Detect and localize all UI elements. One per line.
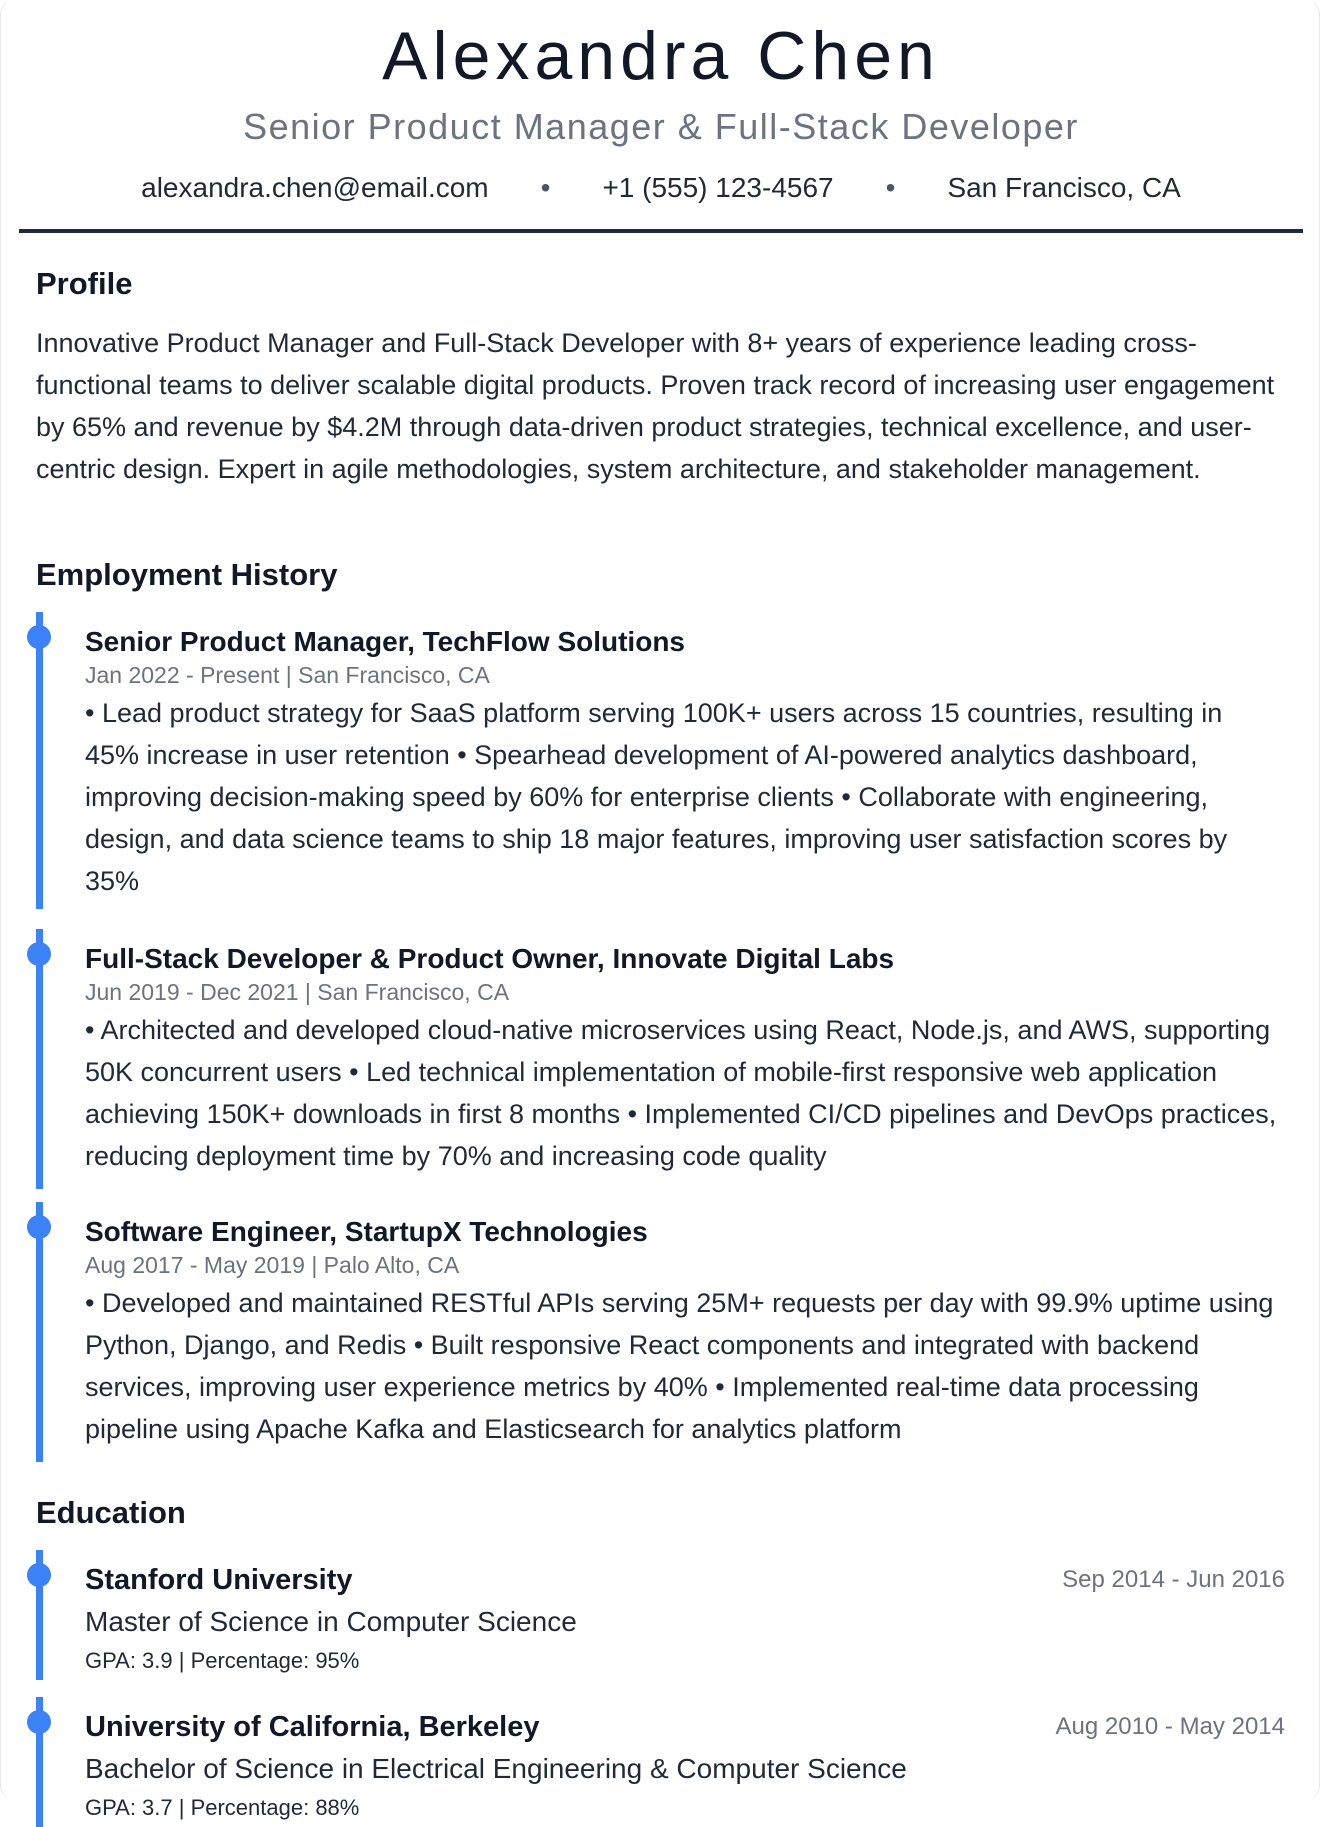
contact-location: San Francisco, CA (947, 172, 1181, 203)
job-entry (1, 1202, 1320, 1462)
job-meta: Aug 2017 - May 2019 | Palo Alto, CA (85, 1252, 460, 1278)
timeline-bar (36, 612, 43, 909)
school-dates: Aug 2010 - May 2014 (1055, 1713, 1285, 1740)
header-divider (19, 229, 1303, 233)
job-meta: Jun 2019 - Dec 2021 | San Francisco, CA (85, 979, 510, 1005)
candidate-name: Alexandra Chen (382, 18, 940, 94)
job-description: • Lead product strategy for SaaS platform serving 100K+ users across 15 countries, resulting in 45% increase in user retention • Spearhead development of AI-powered analytics dashboard, improving decision-making speed by 60% for enterprise clients • Collaborate with engineering, design, and data science teams to ship 18 major features, improving user satisfaction scores by 35% (85, 698, 1228, 896)
school-name: University of California, Berkeley (85, 1711, 540, 1743)
contact-email[interactable]: alexandra.chen@email.com (141, 172, 489, 203)
school-gpa: GPA: 3.9 | Percentage: 95% (85, 1648, 360, 1673)
job-entry (1, 612, 1320, 909)
job-role: Senior Product Manager, TechFlow Solutions (85, 626, 685, 657)
timeline-dot (27, 1710, 51, 1734)
school-gpa: GPA: 3.7 | Percentage: 88% (85, 1795, 360, 1820)
contact-line (1, 172, 1320, 204)
job-meta: Jan 2022 - Present | San Francisco, CA (85, 662, 490, 688)
school-degree: Master of Science in Computer Science (85, 1606, 577, 1637)
timeline-dot (27, 625, 51, 649)
timeline-dot (27, 1563, 51, 1587)
job-role: Full-Stack Developer & Product Owner, Innovate Digital Labs (85, 943, 895, 974)
candidate-title: Senior Product Manager & Full-Stack Developer (243, 106, 1079, 147)
timeline-bar (36, 929, 43, 1189)
employment-heading: Employment History (36, 557, 338, 592)
education-entry (1, 1550, 1320, 1680)
timeline-dot (27, 1215, 51, 1239)
job-entry (1, 929, 1320, 1189)
school-degree: Bachelor of Science in Electrical Engineering & Computer Science (85, 1753, 907, 1784)
contact-separator: • (540, 172, 551, 203)
job-role: Software Engineer, StartupX Technologies (85, 1216, 648, 1247)
profile-heading: Profile (36, 266, 133, 301)
timeline-bar (36, 1202, 43, 1462)
school-name: Stanford University (85, 1564, 353, 1596)
education-entry (1, 1697, 1320, 1827)
contact-separator: • (885, 172, 896, 203)
profile-summary: Innovative Product Manager and Full-Stack Developer with 8+ years of experience leading cross-functional teams to deliver scalable digital products. Proven track record of increasing user engagement by 65% and revenue by $4.2M through data-driven product strategies, technical excellence, and user-centric design. Expert in agile methodologies, system architecture, and stakeholder management. (36, 328, 1275, 484)
contact-phone[interactable]: +1 (555) 123-4567 (602, 172, 834, 203)
job-description: • Architected and developed cloud-native microservices using React, Node.js, and AWS, supporting 50K concurrent users • Led technical implementation of mobile-first responsive web application achieving 150K+ downloads in first 8 months • Implemented CI/CD pipelines and DevOps practices, reducing deployment time by 70% and increasing code quality (85, 1015, 1277, 1171)
job-description: • Developed and maintained RESTful APIs serving 25M+ requests per day with 99.9% uptime using Python, Django, and Redis • Built responsive React components and integrated with backend services, improving user experience metrics by 40% • Implemented real-time data processing pipeline using Apache Kafka and Elasticsearch for analytics platform (85, 1288, 1274, 1444)
school-dates: Sep 2014 - Jun 2016 (1062, 1566, 1285, 1593)
education-heading: Education (36, 1495, 186, 1530)
timeline-dot (27, 942, 51, 966)
